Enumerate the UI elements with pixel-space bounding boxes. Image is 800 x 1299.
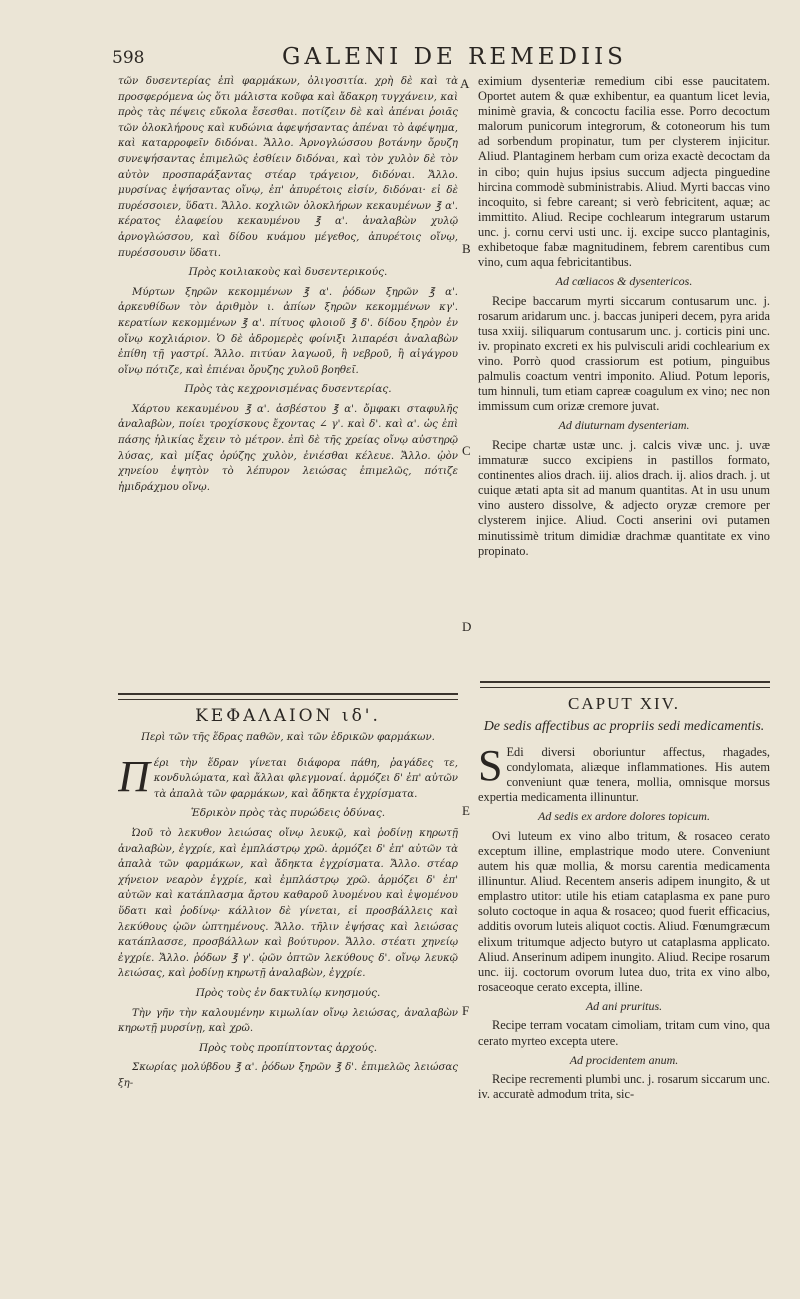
latin-chapter-subtitle: De sedis affectibus ac propriis sedi medicamentis. [483, 719, 765, 734]
running-title: GALENI DE REMEDIIS [282, 44, 627, 70]
greek-column [118, 74, 458, 1219]
greek-paragraph: Τὴν γῆν τὴν καλουμένην κιμωλίαν οἴνῳ λειώσας, ἀναλαβὼν κηρωτῇ μυρσίνῃ, καὶ χρῶ. [118, 1007, 458, 1035]
latin-chapter-section [478, 694, 770, 1102]
latin-paragraph: Recipe recrementi plumbi unc. j. rosarum siccarum unc. iv. accuratè admodum trita, sic- [478, 1072, 770, 1102]
latin-paragraph: Recipe baccarum myrti siccarum contusarum unc. j. rosarum aridarum unc. j. baccas juniperi decem, pyra arida tusa xxiij. siliquarum contusarum unc. j. corticis pini unc. iv. propinato excreti ex his pulvisculi aridi cochlearium ex vino. Porrò quod crassiorum est potium, pinguibus palmulis coactum ventri imponito. Aliud. Potum leporis, tum hinnuli, tum etiam capreæ coagulum ex vino; nec non immissum cum orizæ cremore juvat. [478, 293, 770, 414]
latin-chapter-label: CAPUT XIV. [568, 694, 680, 713]
latin-subheading: Ad cœliacos & dysentericos. [555, 274, 693, 289]
greek-upper-section [118, 74, 458, 495]
greek-subheading: Πρὸς τοὺς ἐν δακτυλίῳ κνησμούς. [195, 986, 381, 999]
greek-chapter-label: ΚΕΦΑΛΑΙΟΝ ιδ'. [195, 706, 381, 726]
greek-chapter-rule [118, 693, 458, 700]
greek-subheading: Πρὸς κοιλιακοὺς καὶ δυσεντερικούς. [188, 266, 388, 279]
latin-subheading: Ad procidentem anum. [569, 1052, 679, 1067]
latin-upper-section [478, 74, 770, 559]
margin-letter-f: F [462, 1003, 470, 1018]
latin-chapter-rule [480, 681, 770, 688]
latin-subheading: Ad ani pruritus. [585, 998, 663, 1013]
greek-subheading: Ἑδρικὸν πρὸς τὰς πυρώδεις ὀδύνας. [190, 807, 386, 820]
margin-letter-a: A [460, 76, 470, 91]
greek-paragraph: Μύρτων ξηρῶν κεκομμένων ℥ α'. ῥόδων ξηρῶν ℥ α'. ἀρκευθίδων τὸν ἀριθμὸν ι. ἀπίων ξηρῶν κεκομμένων κγ'. κερατίων κεκομμένων ℥ α'. πίτυος φλοιοῦ ℥ δ'. δίδου ξηρὸν ἐν οἴνῳ κοχλιάριον. Ὁ δὲ ἀδρομερὲς φοίνιξι λιπαρέσι ἀναλαβὼν ἐπίθη τῇ γαστρί. Ἄλλο. πιτύαν λαγωοῦ, ἢ νεβροῦ, ἢ αἰγάγρου οἴνῳ πότιζε, καὶ ἐπιέναι ὄρυζης χυλοῦ βοηθεῖ. [118, 286, 458, 376]
greek-paragraph-text: έρι τὴν ἕδραν γίνεται διάφορα πάθη, ῥαγάδες τε, κονδυλώματα, καὶ ἄλλαι φλεγμοναί. ἁρμόζει δ' ἐπ' αὐτῶν τὰ ἀπαλὰ τῶν φαρμάκων, καὶ ἄδηκτα ἐγχρίσματα. [153, 757, 458, 800]
greek-paragraph: Σκωρίας μολύβδου ℥ α'. ῥόδων ξηρῶν ℥ δ'. ἐπιμελῶς λειώσας ξη- [118, 1062, 458, 1089]
page-number: 598 [112, 48, 145, 68]
margin-letter-e: E [462, 803, 470, 818]
latin-paragraph: eximium dysenteriæ remedium cibi esse paucitatem. Oportet autem & quæ exhibentur, ea quantum licet levia, minimè gravia, & concoctu facilia esse. Porro decoctum malorum punicorum integrorum, & cotoneorum his tum ad sorbendum propinatur, tum per clysterem injicitur. Aliud. Plantaginem herbam cum oriza exactè decoctam da in cibo; quin hujus ipsius succum adjecta pinguedine hircina commodè subministrabis. Aliud. Myrti baccas vino incoquito, si febre careant; si verò febricitent, aquæ; ac immittito. Aliud. Recipe cochlearum integrarum ustarum unc. j. cornu cervi usti unc. ij. excipe succo plantaginis, exhibetoque fabæ magnitudinem, febrem carentibus cum vino, cum aqua febricitantibus. [478, 74, 770, 270]
latin-paragraph: Recipe chartæ ustæ unc. j. calcis vivæ unc. j. uvæ immaturæ succo excipiens in pastillos formato, continentes alios drach. iij. alios drach. ij. alios drach. j. ut cuique ætati apta sit ad manum quantitas. At in usu unum vino austero dissolve, & adjecto oryzæ cremore per clysterem injice. Aliud. Cocti anserini ovi putamen minutissimè tritum dimidiæ drachmæ quantitate ex vino propinato. [478, 437, 770, 558]
latin-dropcap: S [478, 741, 503, 790]
latin-column [478, 74, 770, 1219]
greek-chapter-subtitle: Περὶ τῶν τῆς ἕδρας παθῶν, καὶ τῶν ἑδρικῶν φαρμάκων. [141, 732, 435, 743]
latin-subheading: Ad diuturnam dysenteriam. [558, 418, 690, 433]
latin-paragraph-text: Edi diversi oboriuntur affectus, rhagades, condylomata, aliæque inflammationes. His autem conveniunt quæ tenera, mollia, omnisque morsus expertia medicamenta illinuntur. [478, 745, 770, 805]
margin-letter-d: D [462, 619, 472, 634]
greek-paragraph: Ὠοῦ τὸ λεκυθον λειώσας οἴνῳ λευκῷ, καὶ ῥοδίνῃ κηρωτῇ ἀναλαβὼν, ἐγχρίε, καὶ ἐμπλάστρῳ χρῶ. ἁρμόζει δ' ἐπ' αὐτῶν τὰ ἀπαλὰ τῶν φαρμάκων, καὶ ἄδηκτα ἐγχρίσματα. Ἄλλο. στέαρ χήνειον νεαρὸν ἐγχρίε, καὶ ἐμπλάστρῳ χρῶ. ἁρμόζει δ' ἐπ' αὐτῶν καὶ κατάπλασμα ἄρτου καθαροῦ λυομένου καὶ ἑψομένου ὕδατι καὶ ῥοδίνῳ· κάλλιον δὲ γίνεται, εἰ προσβάλλεις καὶ λεκύθους ᾠῶν ὠπτημένους. Ἄλλο. τῆλιν ἑψήσας καὶ λειώσας κατάπλασσε, προσβάλλων καὶ βούτυρον. Ἄλλο. στέατι χηνείῳ ἐγχρίε. Ἄλλο. ῥόδων ℥ γ'. ᾠῶν ὀπτῶν λεκύθους δ'. οἴνῳ λευκῷ λειώσας, καὶ ῥοδίνῃ κηρωτῇ ἀναλαβὼν, ἐγχρίε. [118, 827, 458, 980]
latin-subheading: Ad sedis ex ardore dolores topicum. [538, 809, 710, 824]
latin-paragraph [478, 741, 770, 805]
margin-letter-c: C [462, 443, 471, 458]
greek-subheading: Πρὸς τοὺς προπίπτοντας ἀρχούς. [198, 1041, 378, 1054]
latin-paragraph: Recipe terram vocatam cimoliam, tritam cum vino, qua cerato myrteo excepta utere. [478, 1018, 770, 1048]
greek-paragraph: τῶν δυσεντερίας ἐπὶ φαρμάκων, ὀλιγοσιτία. χρὴ δὲ καὶ τὰ προσφερόμενα ὡς ὅτι μάλιστα κοῦφα καὶ ἄδακρη τυγχάνειν, καὶ πρὸς τὰς πέψεις εὔκολα ἔσεσθαι. ποτίζειν δὲ καὶ ἀπέναι ῥοιᾶς τῶν ὀλοκλήρους καὶ κυδώνια ἀφεψήσαντας ἀπέναι τὸ ἀφέψημα, καὶ καταρροφεῖν διδόναι. Ἄλλο. Ἀρνογλώσσου βοτάνην ὄρυζη συνεψήσαντας ἐπιμελῶς ἐσθίειν διδόναι, καὶ τὸν χυλὸν δὲ τὸν αὐτὸν προσπαράξαντας στέαρ τράγειον, διδόναι. Ἄλλο. μυρσίνας ἑψήσαντας οἴνῳ, ἐπ' ἀπυρέτοις εἰσίν, διδόναι· εἰ δὲ πυρέσσοιεν, ὕδατι. Ἄλλο. κοχλιῶν ὀλοκλήρων κεκαυμένων ℥ α'. κέρατος ἐλαφείου κεκαυμένου ℥ α'. ἀναλαβὼν χυλῷ ἀρνογλώσσου, καὶ δίδου κυάμου μέγεθος, ἀπυρέτοις οἴνῳ, πυρέσσουσιν ὕδατι. [118, 76, 458, 259]
greek-paragraph [118, 751, 458, 803]
latin-paragraph: Ovi luteum ex vino albo tritum, & rosaceo cerato exceptum illine, emplastrique modo utere. Conveniunt autem his quæ mollia, & morsu carentia medicamenta illinuntur. Aliud. Recentem anseris adipem inungito, & ut emplastro utitor: utile his etiam cataplasma ex pane puro soluto coctoque in aqua & rosaceo; quod fuerit efficacius, additis ovorum luteis aliquot coctis. Aliud. Fœnumgræcum elixum tritumque adjecto butyro ut cataplasma applicato. Aliud. Anserinum adipem inungito. Aliud. Recipe rosarum unc. iij. coctorum ovorum lutea duo, trita ex vino albo, rosaceoque cerato excepta, illine. [478, 828, 770, 994]
greek-paragraph: Χάρτου κεκαυμένου ℥ α'. ἀσβέστου ℥ α'. ὄμφακι σταφυλῆς ἀναλαβὼν, ποίει τροχίσκους ἔχοντας ∠ γ'. καὶ δ'. καὶ α'. ὡς ἐπὶ πάσης ἡλικίας ἔχειν τὸ μέτρον. ἐπὶ δὲ τῆς χρείας οἴνῳ αὐστηρῷ λύσας, καὶ μίξας ὀρύζης χυλὸν, ἐνιέσθαι κέλευε. Ἄλλο. ᾠὸν χηνείου ἐψητὸν τὸ λέπυρον λειώσας ἐπιμελῶς, πότιζε ἡμιδράχμου οἴνῳ. [118, 403, 458, 493]
page-header [112, 44, 772, 74]
greek-dropcap: Π [118, 751, 150, 801]
margin-letter-b: B [462, 241, 471, 256]
greek-subheading: Πρὸς τὰς κεχρονισμένας δυσεντερίας. [184, 383, 392, 396]
greek-chapter-section [118, 706, 458, 1091]
